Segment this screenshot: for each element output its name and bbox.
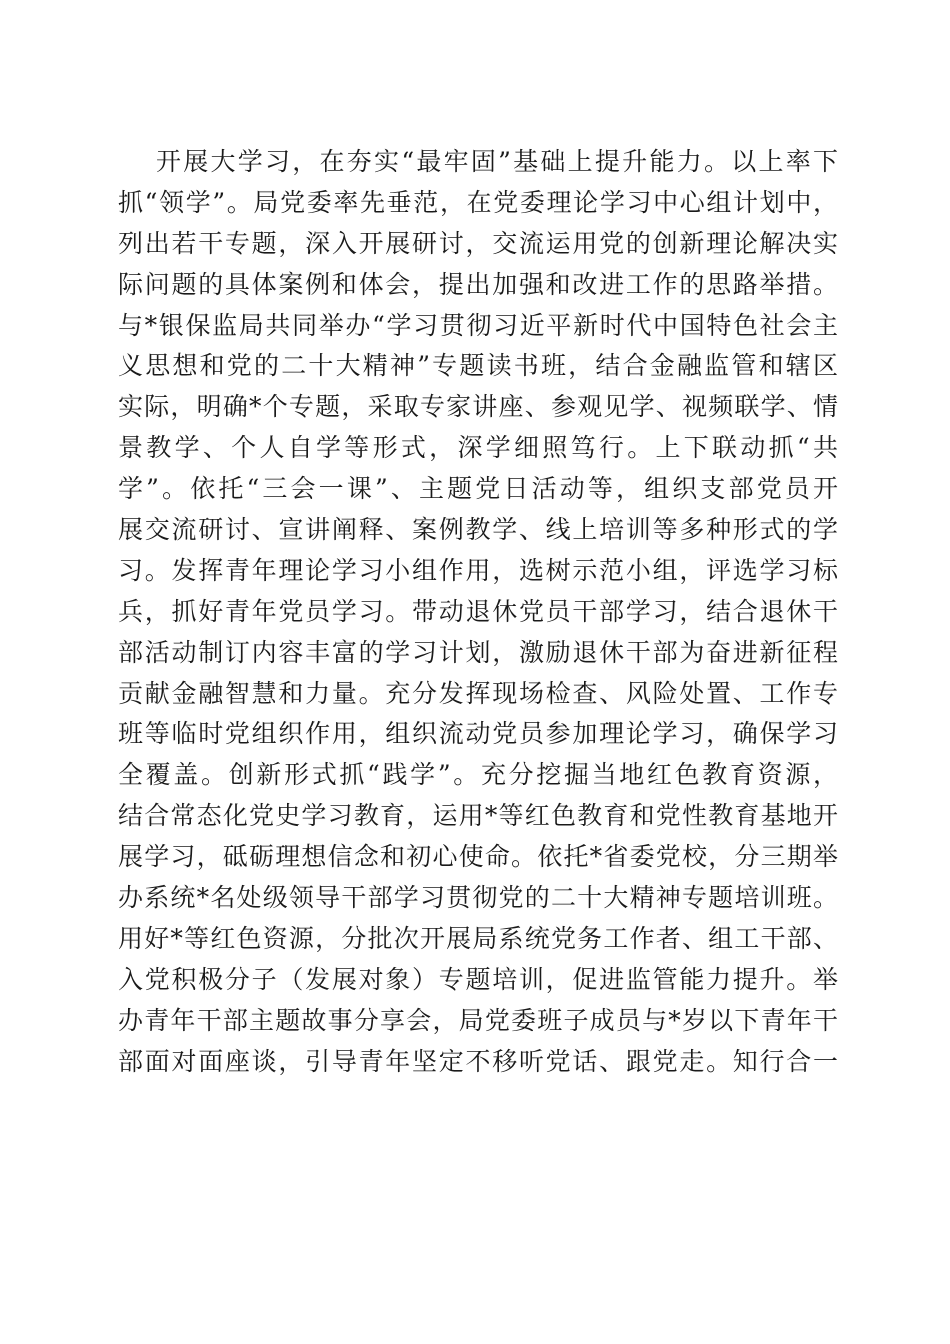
text-line: 部活动制订内容丰富的学习计划，激励退休干部为奋进新征程 (118, 637, 838, 667)
text-line: 部面对面座谈，引导青年坚定不移听党话、跟党走。知行合一 (118, 1046, 838, 1076)
text-line: 列出若干专题，深入开展研讨，交流运用党的创新理论解决实 (118, 228, 838, 258)
text-line: 兵，抓好青年党员学习。带动退休党员干部学习，结合退休干 (118, 596, 838, 626)
text-line: 办系统*名处级领导干部学习贯彻党的二十大精神专题培训班。 (118, 883, 838, 913)
text-line: 开展大学习，在夯实“最牢固”基础上提升能力。以上率下 (156, 147, 838, 176)
text-line: 用好*等红色资源，分批次开展局系统党务工作者、组工干部、 (118, 923, 838, 953)
text-line: 全覆盖。创新形式抓“践学”。充分挖掘当地红色教育资源， (118, 760, 838, 790)
text-line: 结合常态化党史学习教育，运用*等红色教育和党性教育基地开 (118, 801, 838, 831)
text-line: 习。发挥青年理论学习小组作用，选树示范小组，评选学习标 (118, 555, 838, 585)
text-line: 实际，明确*个专题，采取专家讲座、参观见学、视频联学、情 (118, 392, 838, 422)
text-line: 入党积极分子（发展对象）专题培训，促进监管能力提升。举 (118, 964, 838, 994)
text-line: 际问题的具体案例和体会，提出加强和改进工作的思路举措。 (118, 269, 838, 299)
text-line: 抓“领学”。局党委率先垂范，在党委理论学习中心组计划中， (118, 187, 838, 217)
text-line: 办青年干部主题故事分享会，局党委班子成员与*岁以下青年干 (118, 1005, 838, 1035)
text-line: 展学习，砥砺理想信念和初心使命。依托*省委党校，分三期举 (118, 842, 838, 872)
text-line: 学”。依托“三会一课”、主题党日活动等，组织支部党员开 (118, 474, 838, 504)
body-paragraph (118, 142, 838, 1082)
text-line: 景教学、个人自学等形式，深学细照笃行。上下联动抓“共 (118, 433, 838, 463)
text-line: 与*银保监局共同举办“学习贯彻习近平新时代中国特色社会主 (118, 310, 838, 340)
text-line: 义思想和党的二十大精神”专题读书班，结合金融监管和辖区 (118, 351, 838, 381)
text-line: 展交流研讨、宣讲阐释、案例教学、线上培训等多种形式的学 (118, 515, 838, 545)
text-line: 班等临时党组织作用，组织流动党员参加理论学习，确保学习 (118, 719, 838, 749)
text-line: 贡献金融智慧和力量。充分发挥现场检查、风险处置、工作专 (118, 678, 838, 708)
